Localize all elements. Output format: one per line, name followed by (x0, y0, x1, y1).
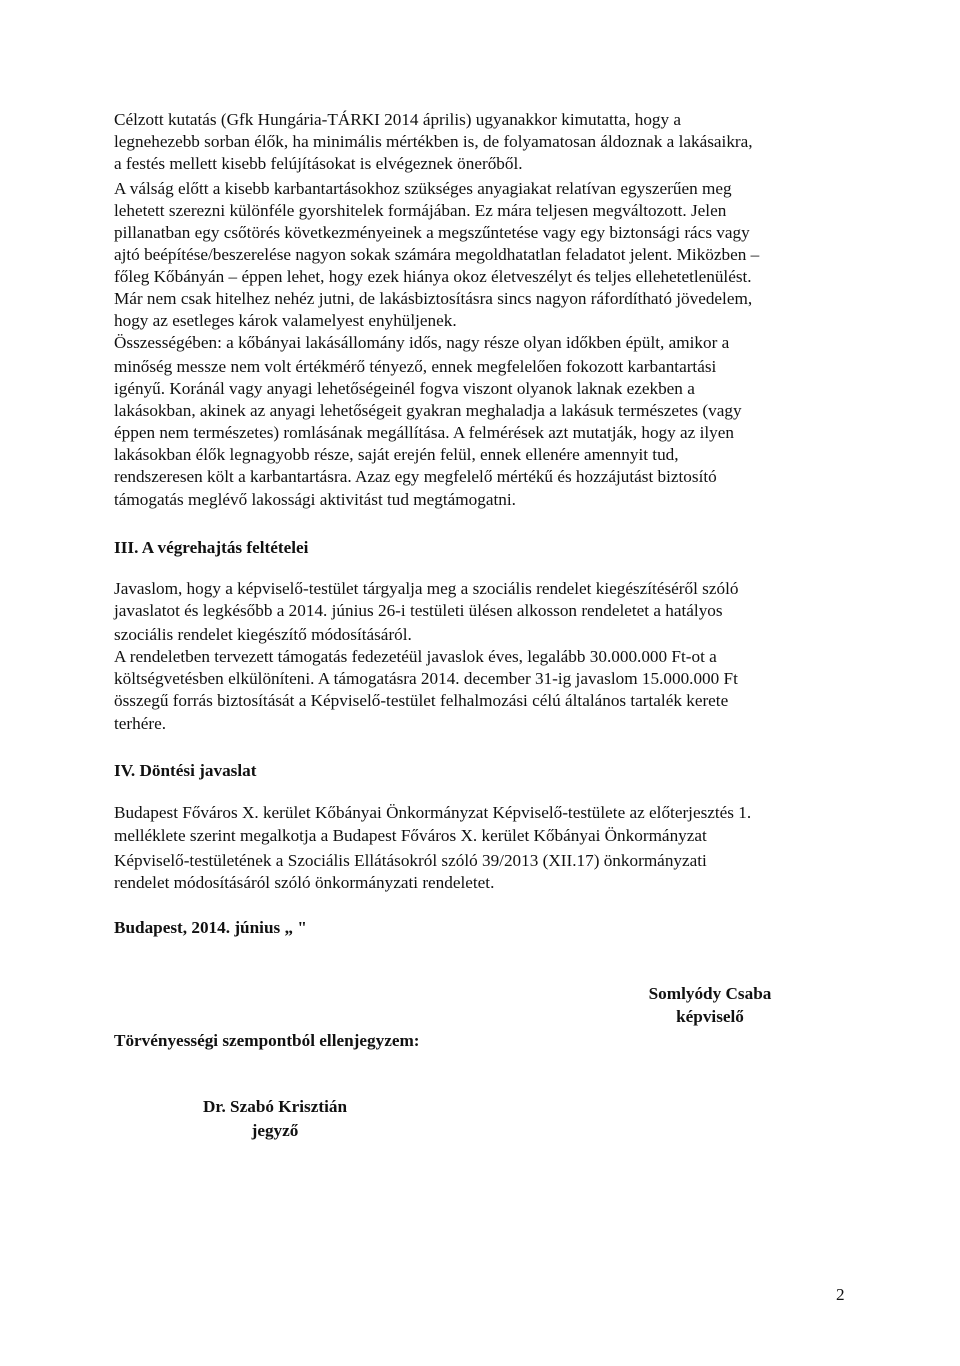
text-line: A válság előtt a kisebb karbantartásokhoz szükséges anyagiakat relatívan egyszerűen meg (114, 179, 732, 198)
notary-title: jegyző (251, 1121, 299, 1140)
text-line: támogatás meglévő lakossági aktivitást tud megtámogatni. (114, 490, 516, 509)
text-line: ajtó beépítése/beszerelése nagyon sokak számára megoldhatatlan feladatot jelent. Miközben – (114, 245, 760, 264)
text-line: Budapest Főváros X. kerület Kőbányai Önkormányzat Képviselő-testülete az előterjesztés 1. (114, 803, 752, 822)
text-line: Képviselő-testületének a Szociális Ellátásokról szóló 39/2013 (XII.17) önkormányzati (114, 851, 707, 870)
text-line: éppen nem természetes) romlásának megállítása. A felmérések azt mutatják, hogy az ilyen (114, 423, 734, 442)
text-line: főleg Kőbányán – éppen lehet, hogy ezek hiánya okoz életveszélyt és teljes ellehetetlenülést. (114, 267, 752, 286)
text-line: pillanatban egy csőtörés következményeinek a megszűntetése vagy egy biztonsági rács vagy (114, 223, 750, 242)
text-line: legnehezebb sorban élők, ha minimális mértékben is, de folyamatosan áldoznak a lakásaikra, (114, 132, 753, 151)
text-line: lakásokban, akinek az anyagi lehetőségeit gyakran meghaladja a lakásuk természetes (vagy (114, 401, 742, 420)
text-line: melléklete szerint megalkotja a Budapest Főváros X. kerület Kőbányai Önkormányzat (114, 826, 707, 845)
text-line: Javaslom, hogy a képviselő-testület tárgyalja meg a szociális rendelet kiegészítéséről szóló (114, 579, 739, 598)
text-line: szociális rendelet kiegészítő módosításáról. (114, 625, 412, 644)
text-line: terhére. (114, 714, 166, 733)
notary-name: Dr. Szabó Krisztián (202, 1097, 348, 1116)
text-line: összegű forrás biztosítását a Képviselő-testület felhalmozási célú általános tartalék kerete (114, 691, 729, 710)
section-heading-4: IV. Döntési javaslat (114, 761, 257, 780)
text-line: hogy az esetleges károk valamelyest enyhüljenek. (114, 311, 457, 330)
section-heading-3: III. A végrehajtás feltételei (114, 538, 309, 557)
page-number: 2 (836, 1285, 845, 1304)
text-line: rendelet módosításáról szóló önkormányzati rendeletet. (114, 873, 495, 892)
date-line: Budapest, 2014. június „ " (114, 918, 307, 937)
text-line: lakásokban élők legnagyobb része, saját erején felül, ennek ellenére amennyit tud, (114, 445, 679, 464)
signer-name: Somlyódy Csaba (648, 984, 772, 1003)
text-line: javaslatot és legkésőbb a 2014. június 26-i testületi ülésen alkosson rendeletet a hatályos (114, 601, 723, 620)
text-line: lehetett szerezni különféle gyorshitelek formájában. Ez mára teljesen megváltozott. Jelen (114, 201, 727, 220)
signer-title: képviselő (676, 1007, 744, 1026)
text-line: igényű. Koránál vagy anyagi lehetőségeinél fogva viszont olyanok laknak ezekben a (114, 379, 695, 398)
text-line: rendszeresen költ a karbantartásra. Azaz egy megfelelő mértékű és hozzájutást biztosító (114, 467, 717, 486)
legality-label: Törvényességi szempontból ellenjegyzem: (114, 1031, 420, 1050)
text-line: költségvetésben elkülöníteni. A támogatásra 2014. december 31-ig javaslom 15.000.000 Ft (114, 669, 738, 688)
text-line: A rendeletben tervezett támogatás fedezetéül javaslok éves, legalább 30.000.000 Ft-ot a (114, 647, 717, 666)
text-line: Már nem csak hitelhez nehéz jutni, de lakásbiztosításra sincs nagyon ráfordítható jövedelem, (114, 289, 753, 308)
text-line: minőség messze nem volt értékmérő tényező, ennek megfelelően fokozott karbantartási (114, 357, 717, 376)
text-line: Összességében: a kőbányai lakásállomány idős, nagy része olyan időkben épült, amikor a (114, 333, 730, 352)
text-line: a festés mellett kisebb felújításokat is elvégeznek önerőből. (114, 154, 523, 173)
text-line: Célzott kutatás (Gfk Hungária-TÁRKI 2014 április) ugyanakkor kimutatta, hogy a (114, 110, 682, 129)
